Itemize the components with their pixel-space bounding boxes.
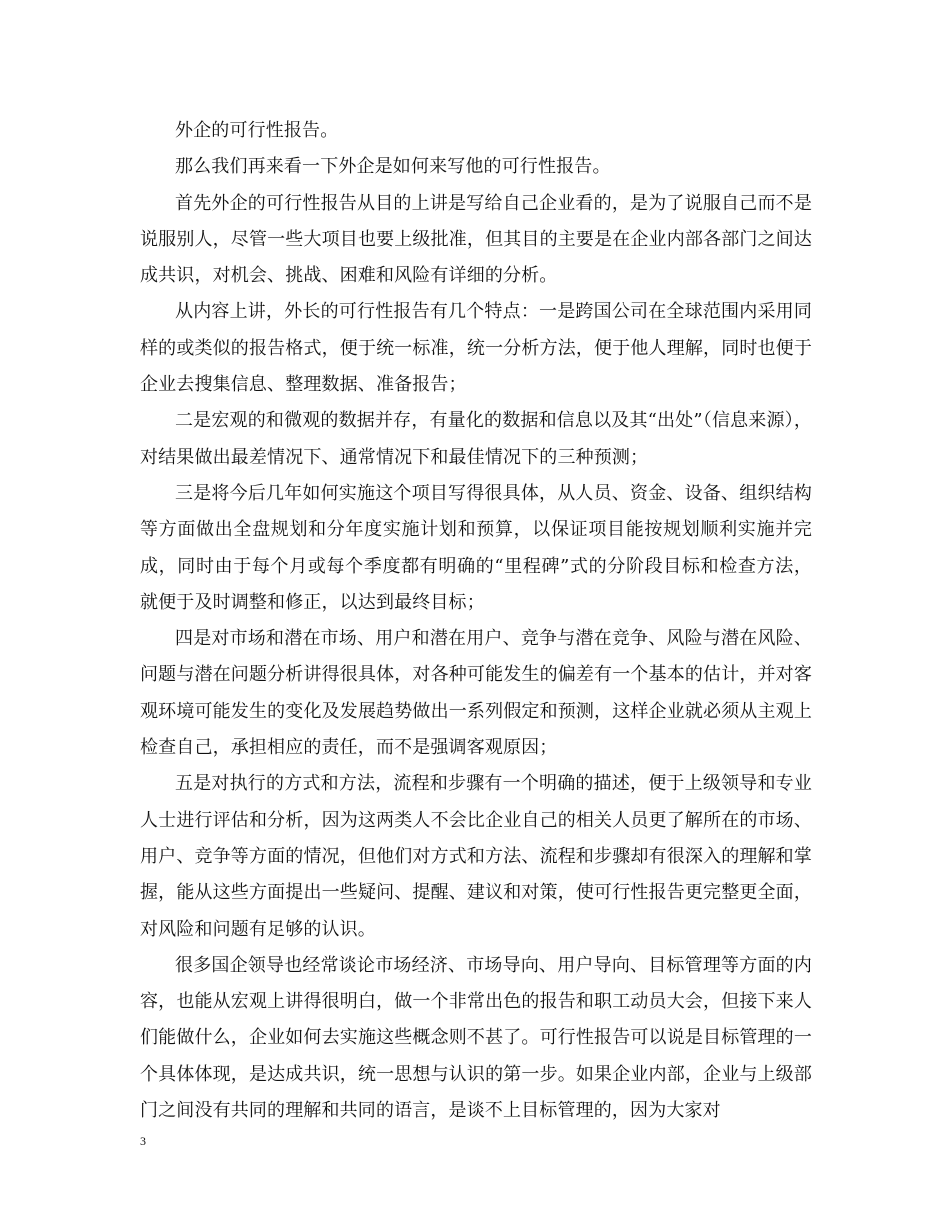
page-number: 3 (140, 1134, 146, 1148)
paragraph: 那么我们再来看一下外企是如何来写他的可行性报告。 (175, 156, 611, 178)
paragraph: 从内容上讲，外长的可行性报告有几个特点：一是跨国公司在全球范围内采用同样的或类似的报告格式，便于统一标准，统一分析方法，便于他人理解，同时也便于企业去搜集信息、整理数据、准备报告； (140, 301, 812, 396)
paragraph: 三是将今后几年如何实施这个项目写得很具体，从人员、资金、设备、组织结构等方面做出全盘规划和分年度实施计划和预算，以保证项目能按规划顺利实施并完成，同时由于每个月或每个季度都有明确的“里程碑”式的分阶段目标和检查方法，就便于及时调整和修正，以达到最终目标； (140, 482, 812, 613)
document-body (140, 113, 812, 1129)
paragraph: 五是对执行的方式和方法，流程和步骤有一个明确的描述，便于上级领导和专业人士进行评估和分析，因为这两类人不会比企业自己的相关人员更了解所在的市场、用户、竞争等方面的情况，但他们对方式和方法、流程和步骤却有很深入的理解和掌握，能从这些方面提出一些疑问、提醒、建议和对策，使可行性报告更完整更全面，对风险和问题有足够的认识。 (140, 773, 812, 940)
paragraph: 外企的可行性报告。 (175, 120, 339, 141)
paragraph: 首先外企的可行性报告从目的上讲是写给自己企业看的，是为了说服自己而不是说服别人，尽管一些大项目也要上级批准，但其目的主要是在企业内部各部门之间达成共识，对机会、挑战、困难和风险有详细的分析。 (140, 192, 812, 287)
paragraph: 二是宏观的和微观的数据并存，有量化的数据和信息以及其“出处”（信息来源），对结果做出最差情况下、通常情况下和最佳情况下的三种预测； (140, 410, 812, 468)
paragraph: 很多国企领导也经常谈论市场经济、市场导向、用户导向、目标管理等方面的内容，也能从宏观上讲得很明白，做一个非常出色的报告和职工动员大会，但接下来人们能做什么，企业如何去实施这些概念则不甚了。可行性报告可以说是目标管理的一个具体体现，是达成共识，统一思想与认识的第一步。如果企业内部，企业与上级部门之间没有共同的理解和共同的语言，是谈不上目标管理的，因为大家对 (140, 954, 812, 1122)
paragraph: 四是对市场和潜在市场、用户和潜在用户、竞争与潜在竞争、风险与潜在风险、问题与潜在问题分析讲得很具体，对各种可能发生的偏差有一个基本的估计，并对客观环境可能发生的变化及发展趋势做出一系列假定和预测，这样企业就必须从主观上检查自己，承担相应的责任，而不是强调客观原因； (140, 628, 812, 759)
